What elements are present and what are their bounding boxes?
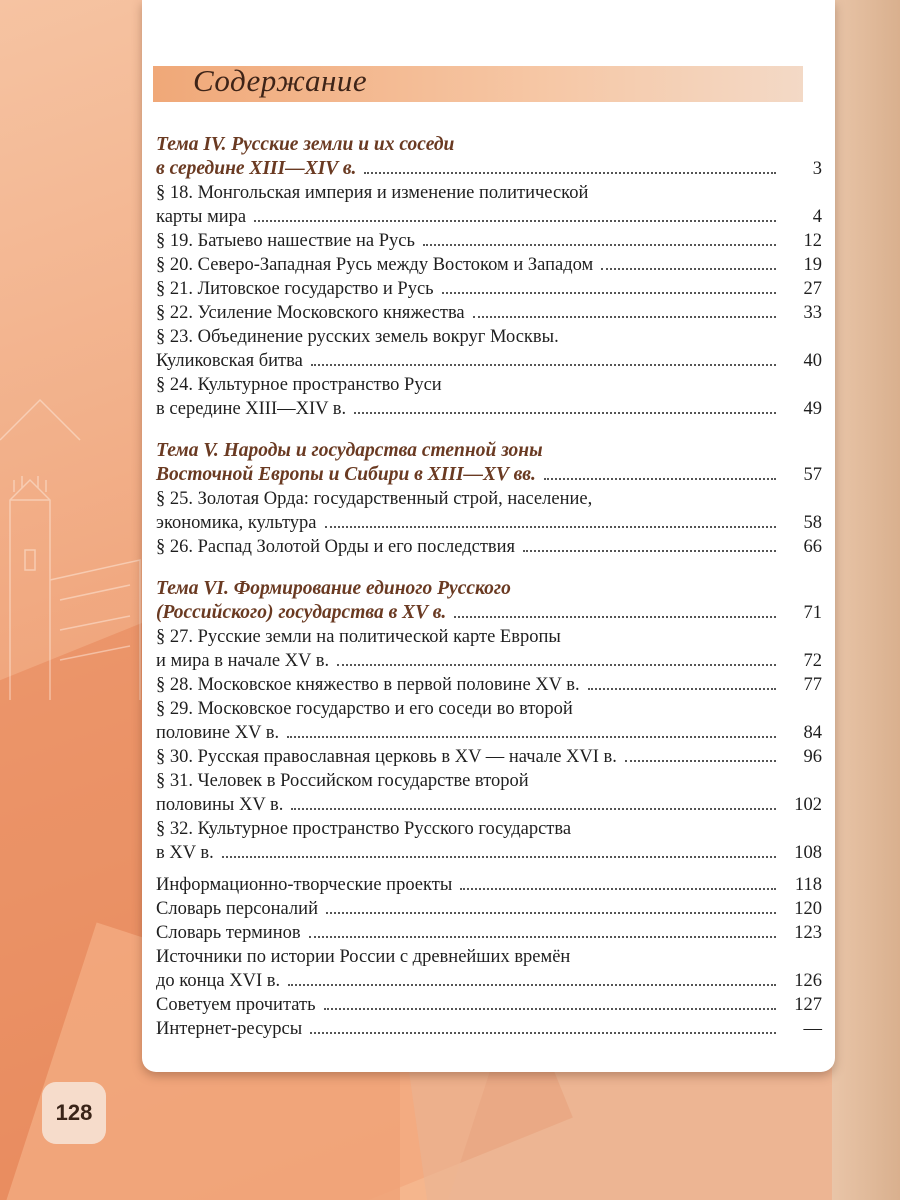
toc-section-entry <box>156 697 822 745</box>
dot-leader <box>364 172 776 174</box>
toc-section-entry <box>156 229 822 253</box>
toc-page-number: 96 <box>803 747 822 767</box>
toc-entry-line <box>156 373 822 397</box>
toc-entry-line <box>156 439 822 463</box>
dot-leader <box>326 912 776 914</box>
toc-entry-title: Куликовская битва <box>156 351 303 371</box>
toc-section-entry <box>156 817 822 865</box>
toc-entry-title: § 32. Культурное пространство Русского государства <box>156 819 572 839</box>
toc-entry-line <box>156 181 822 205</box>
toc-entry-title: в XV в. <box>156 843 214 863</box>
toc-entry-line <box>156 721 822 745</box>
toc-entry-line <box>156 349 822 373</box>
toc-topic-entry <box>156 439 822 487</box>
toc-entry-title: § 31. Человек в Российском государстве второй <box>156 771 529 791</box>
toc-entry-line <box>156 993 822 1017</box>
toc-appendix-entry <box>156 897 822 921</box>
page-title: Содержание <box>193 63 368 98</box>
toc-page-number: 84 <box>803 723 822 743</box>
toc-entry-title: и мира в начале XV в. <box>156 651 330 671</box>
toc-entry-line <box>156 625 822 649</box>
toc-entry-title: Источники по истории России с древнейших времён <box>156 947 571 967</box>
toc-entry-title: § 25. Золотая Орда: государственный строй, население, <box>156 489 593 509</box>
toc-page-number: — <box>803 1019 822 1039</box>
facing-page-edge <box>832 0 900 1200</box>
toc-entry-title: Тема IV. Русские земли и их соседи <box>156 134 455 155</box>
toc-entry-title: Советуем прочитать <box>156 995 316 1015</box>
toc-entry-title: половине XV в. <box>156 723 280 743</box>
dot-leader <box>288 984 776 986</box>
toc-section-entry <box>156 277 822 301</box>
toc-entry-title: половины XV в. <box>156 795 284 815</box>
toc-entry-title: § 29. Московское государство и его соседи во второй <box>156 699 573 719</box>
toc-page-number: 49 <box>803 399 822 419</box>
toc-entry-title: в середине XIII—XIV в. <box>156 399 347 419</box>
toc-page-number: 77 <box>803 675 822 695</box>
toc-section-entry <box>156 253 822 277</box>
dot-leader <box>311 364 776 366</box>
dot-leader <box>222 856 776 858</box>
toc-entry-line <box>156 463 822 487</box>
page-number: 128 <box>42 1082 106 1144</box>
toc-entry-line <box>156 897 822 921</box>
toc-page-number: 40 <box>803 351 822 371</box>
toc-section-entry <box>156 769 822 817</box>
dot-leader <box>324 1008 776 1010</box>
toc-section-entry <box>156 301 822 325</box>
toc-entry-line <box>156 325 822 349</box>
toc-page-number: 4 <box>812 207 822 227</box>
dot-leader <box>287 736 776 738</box>
toc-entry-line <box>156 601 822 625</box>
toc-page-number: 120 <box>794 899 822 919</box>
dot-leader <box>523 550 776 552</box>
toc-entry-line <box>156 229 822 253</box>
toc-section-entry <box>156 325 822 373</box>
dot-leader <box>310 1032 776 1034</box>
toc-entry-title: § 20. Северо-Западная Русь между Востоком и Западом <box>156 255 594 275</box>
toc-page-number: 33 <box>803 303 822 323</box>
toc-entry-title: Восточной Европы и Сибири в XIII—XV вв. <box>156 464 536 485</box>
dot-leader <box>325 526 777 528</box>
toc-entry-line <box>156 577 822 601</box>
toc-entry-line <box>156 301 822 325</box>
dot-leader <box>625 760 776 762</box>
toc-entry-title: § 24. Культурное пространство Руси <box>156 375 442 395</box>
dot-leader <box>601 268 776 270</box>
dot-leader <box>254 220 776 222</box>
toc-entry-line <box>156 649 822 673</box>
dot-leader <box>354 412 776 414</box>
toc-appendix-entry <box>156 921 822 945</box>
toc-entry-line <box>156 205 822 229</box>
toc-appendix-entry <box>156 945 822 993</box>
toc-entry-line <box>156 673 822 697</box>
toc-entry-title: Тема VI. Формирование единого Русского <box>156 578 511 599</box>
toc-entry-title: карты мира <box>156 207 247 227</box>
toc-section-entry <box>156 745 822 769</box>
toc-page-number: 72 <box>803 651 822 671</box>
toc-entry-line <box>156 511 822 535</box>
toc-page-number: 126 <box>794 971 822 991</box>
toc-entry-line <box>156 793 822 817</box>
dot-leader <box>442 292 776 294</box>
toc-entry-line <box>156 253 822 277</box>
toc-page-number: 123 <box>794 923 822 943</box>
toc-entry-title: Словарь персоналий <box>156 899 318 919</box>
toc-page-number: 66 <box>803 537 822 557</box>
toc-entry-title: Интернет-ресурсы <box>156 1019 303 1039</box>
toc-page-number: 58 <box>803 513 822 533</box>
toc-topic-entry <box>156 577 822 625</box>
toc-entry-line <box>156 769 822 793</box>
toc-entry-line <box>156 745 822 769</box>
dot-leader <box>460 888 776 890</box>
dot-leader <box>588 688 776 690</box>
toc-entry-title: Словарь терминов <box>156 923 301 943</box>
toc-entry-line <box>156 1017 822 1041</box>
toc-entry-title: Информационно-творческие проекты <box>156 875 453 895</box>
toc-section-entry <box>156 535 822 559</box>
toc-section-entry <box>156 487 822 535</box>
toc-entry-line <box>156 157 822 181</box>
toc-entry-line <box>156 873 822 897</box>
toc-page-number: 3 <box>812 159 822 179</box>
toc-entry-title: § 28. Московское княжество в первой половине XV в. <box>156 675 580 695</box>
toc-page-number: 27 <box>803 279 822 299</box>
toc-entry-line <box>156 277 822 301</box>
toc-entry-title: § 26. Распад Золотой Орды и его последствия <box>156 537 516 557</box>
toc-entry-title: § 23. Объединение русских земель вокруг Москвы. <box>156 327 559 347</box>
dot-leader <box>423 244 776 246</box>
toc-entry-line <box>156 535 822 559</box>
toc-page-number: 71 <box>803 603 822 623</box>
toc-entry-line <box>156 945 822 969</box>
dot-leader <box>454 616 776 618</box>
toc-entry-title: § 19. Батыево нашествие на Русь <box>156 231 415 251</box>
dot-leader <box>337 664 776 666</box>
toc-entry-title: § 21. Литовское государство и Русь <box>156 279 434 299</box>
toc-entry-title: Тема V. Народы и государства степной зоны <box>156 440 543 461</box>
toc-entry-title: экономика, культура <box>156 513 317 533</box>
toc-entry-title: § 22. Усиление Московского княжества <box>156 303 465 323</box>
toc-page-number: 127 <box>794 995 822 1015</box>
dot-leader <box>544 478 776 480</box>
toc-section-entry <box>156 625 822 673</box>
toc-appendix-entry <box>156 993 822 1017</box>
toc-section-entry <box>156 373 822 421</box>
toc-page-number: 19 <box>803 255 822 275</box>
toc-entry-title: § 18. Монгольская империя и изменение политической <box>156 183 589 203</box>
toc-entry-title: (Российского) государства в XV в. <box>156 602 447 623</box>
toc-appendix-entry <box>156 873 822 897</box>
toc-entry-line <box>156 841 822 865</box>
toc-page-number: 102 <box>794 795 822 815</box>
toc-entry-line <box>156 697 822 721</box>
toc-topic-entry <box>156 133 822 181</box>
table-of-contents <box>156 133 822 1041</box>
dot-leader <box>291 808 776 810</box>
dot-leader <box>309 936 776 938</box>
toc-page-number: 12 <box>803 231 822 251</box>
toc-entry-line <box>156 969 822 993</box>
toc-entry-line <box>156 397 822 421</box>
toc-appendix-entry <box>156 1017 822 1041</box>
toc-page-number: 57 <box>803 465 822 485</box>
contents-header-band <box>153 63 803 102</box>
toc-entry-line <box>156 133 822 157</box>
dot-leader <box>473 316 776 318</box>
toc-page-number: 108 <box>794 843 822 863</box>
toc-entry-title: до конца XVI в. <box>156 971 281 991</box>
toc-page-number: 118 <box>794 875 822 895</box>
fortress-sketch-illustration <box>0 380 150 700</box>
toc-entry-title: § 27. Русские земли на политической карте Европы <box>156 627 561 647</box>
toc-entry-title: в середине XIII—XIV в. <box>156 158 357 179</box>
toc-entry-line <box>156 817 822 841</box>
toc-entry-title: § 30. Русская православная церковь в XV — начале XVI в. <box>156 747 617 767</box>
toc-section-entry <box>156 181 822 229</box>
toc-entry-line <box>156 921 822 945</box>
toc-section-entry <box>156 673 822 697</box>
toc-entry-line <box>156 487 822 511</box>
